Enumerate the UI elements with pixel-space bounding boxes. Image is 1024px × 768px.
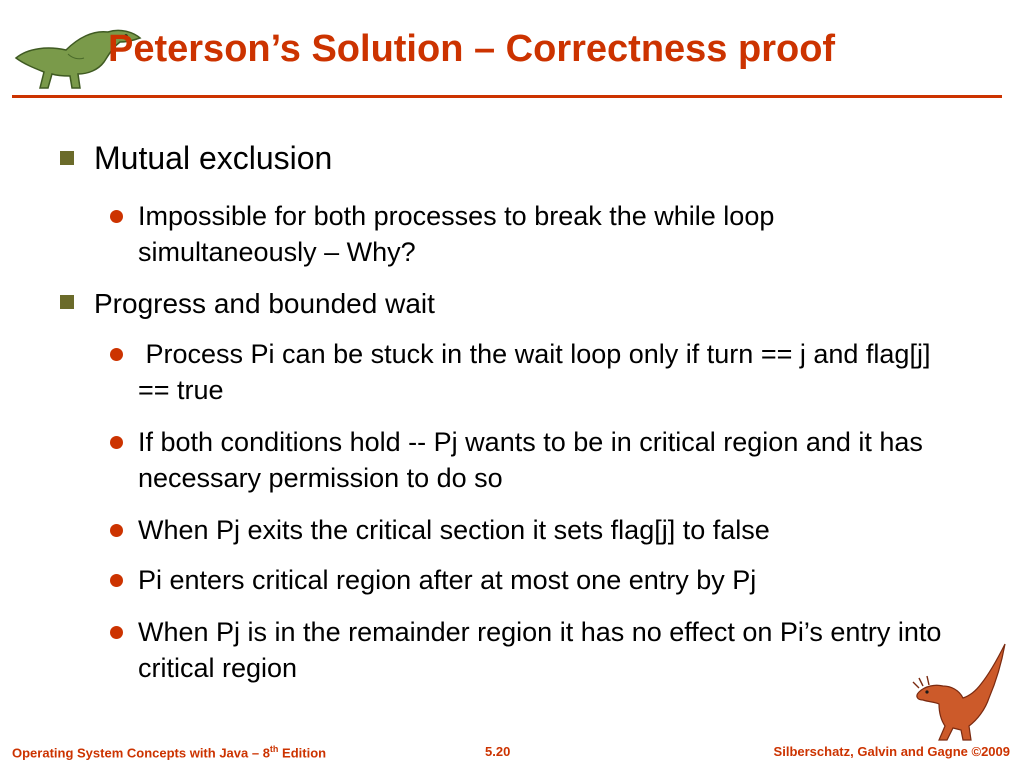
sub-bullet-text: If both conditions hold -- Pj wants to be in critical region and it has necessary permission to do so <box>138 427 923 493</box>
footer-book-title <box>12 744 326 760</box>
footer-book-title-prefix: Operating System Concepts with Java – 8 <box>12 745 270 761</box>
sub-bullet-text: Process Pi can be stuck in the wait loop only if turn == j and flag[j] == true <box>138 339 938 405</box>
bullet-text: Progress and bounded wait <box>94 288 435 319</box>
square-bullet-icon <box>60 151 74 165</box>
bullet-text: Mutual exclusion <box>94 140 333 176</box>
square-bullet-icon <box>60 295 74 309</box>
sub-bullet-text: When Pj is in the remainder region it has no effect on Pi’s entry into critical region <box>138 617 942 683</box>
round-bullet-icon <box>110 436 123 449</box>
dinosaur-logo-red-icon <box>905 640 1015 750</box>
sub-bullet-text: Pi enters critical region after at most one entry by Pj <box>138 565 757 595</box>
round-bullet-icon <box>110 574 123 587</box>
footer-authors: Silberschatz, Galvin and Gagne ©2009 <box>773 744 1010 759</box>
footer-edition-sup: th <box>269 744 279 754</box>
footer-book-title-suffix: Edition <box>278 745 327 761</box>
sub-bullet-text: When Pj exits the critical section it sets flag[j] to false <box>138 515 770 545</box>
round-bullet-icon <box>110 348 123 361</box>
sub-bullet-text: Impossible for both processes to break the while loop simultaneously – Why? <box>138 201 775 267</box>
footer-page-number: 5.20 <box>485 744 511 759</box>
round-bullet-icon <box>110 524 123 537</box>
round-bullet-icon <box>110 626 123 639</box>
slide-title: Peterson’s Solution – Correctness proof <box>108 28 836 70</box>
round-bullet-icon <box>110 210 123 223</box>
